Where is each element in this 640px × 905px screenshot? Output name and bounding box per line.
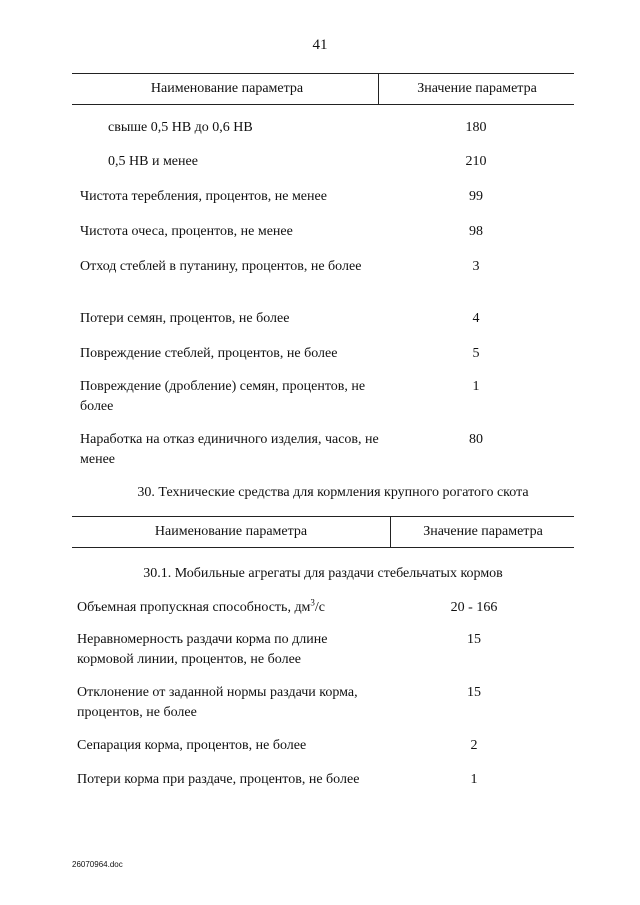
param-name: Наработка на отказ единичного изделия, часов, не менее: [80, 432, 379, 467]
param-value: 80: [469, 432, 483, 447]
param-value: 210: [465, 154, 487, 169]
param-name: [77, 598, 377, 618]
page-number: 41: [312, 37, 328, 53]
section-title: 30. Технические средства для кормления крупного рогатого скота: [137, 485, 529, 500]
param-value: 3: [472, 259, 480, 274]
param-name: Повреждение стеблей, процентов, не более: [80, 346, 338, 361]
table2-header-name: Наименование параметра: [154, 524, 308, 539]
footer-filename: 26070964.doc: [72, 860, 123, 869]
param-value: 98: [469, 224, 483, 239]
param-name: Повреждение (дробление) семян, процентов, не более: [80, 379, 366, 414]
table1-header-name: Наименование параметра: [150, 81, 304, 96]
param-value: 15: [467, 632, 481, 647]
param-value: 5: [472, 346, 480, 361]
table1-header: [72, 73, 574, 105]
unit-tail: /с: [314, 600, 326, 615]
table2-header-value: Значение параметра: [390, 517, 575, 547]
param-value: 1: [472, 379, 480, 394]
param-value: 4: [472, 311, 480, 326]
table1-header-value: Значение параметра: [378, 74, 575, 104]
param-value: 1: [470, 772, 478, 787]
table2-header: [72, 516, 574, 548]
param-name: Неравномерность раздачи корма по длине кормовой линии, процентов, не более: [77, 632, 328, 667]
param-name: Потери семян, процентов, не более: [80, 311, 290, 326]
param-name: Чистота теребления, процентов, не менее: [80, 189, 327, 204]
param-name: Отклонение от заданной нормы раздачи корма, процентов, не более: [77, 685, 358, 720]
param-value: 180: [465, 120, 487, 135]
param-value: 99: [469, 189, 483, 204]
param-name: 0,5 НВ и менее: [108, 154, 198, 169]
param-value: 15: [467, 685, 481, 700]
param-name: Отход стеблей в путанину, процентов, не более: [80, 259, 362, 274]
param-name: свыше 0,5 НВ до 0,6 НВ: [108, 120, 253, 135]
param-value: 2: [470, 738, 478, 753]
param-value: 20 - 166: [450, 600, 498, 615]
param-name: Сепарация корма, процентов, не более: [77, 738, 307, 753]
param-name: Потери корма при раздаче, процентов, не более: [77, 772, 360, 787]
unit-superscript: 3: [310, 597, 315, 608]
subsection-title: 30.1. Мобильные агрегаты для раздачи стебельчатых кормов: [143, 566, 503, 581]
param-name-text: Объемная пропускная способность, дм: [77, 600, 311, 615]
param-name: Чистота очеса, процентов, не менее: [80, 224, 293, 239]
